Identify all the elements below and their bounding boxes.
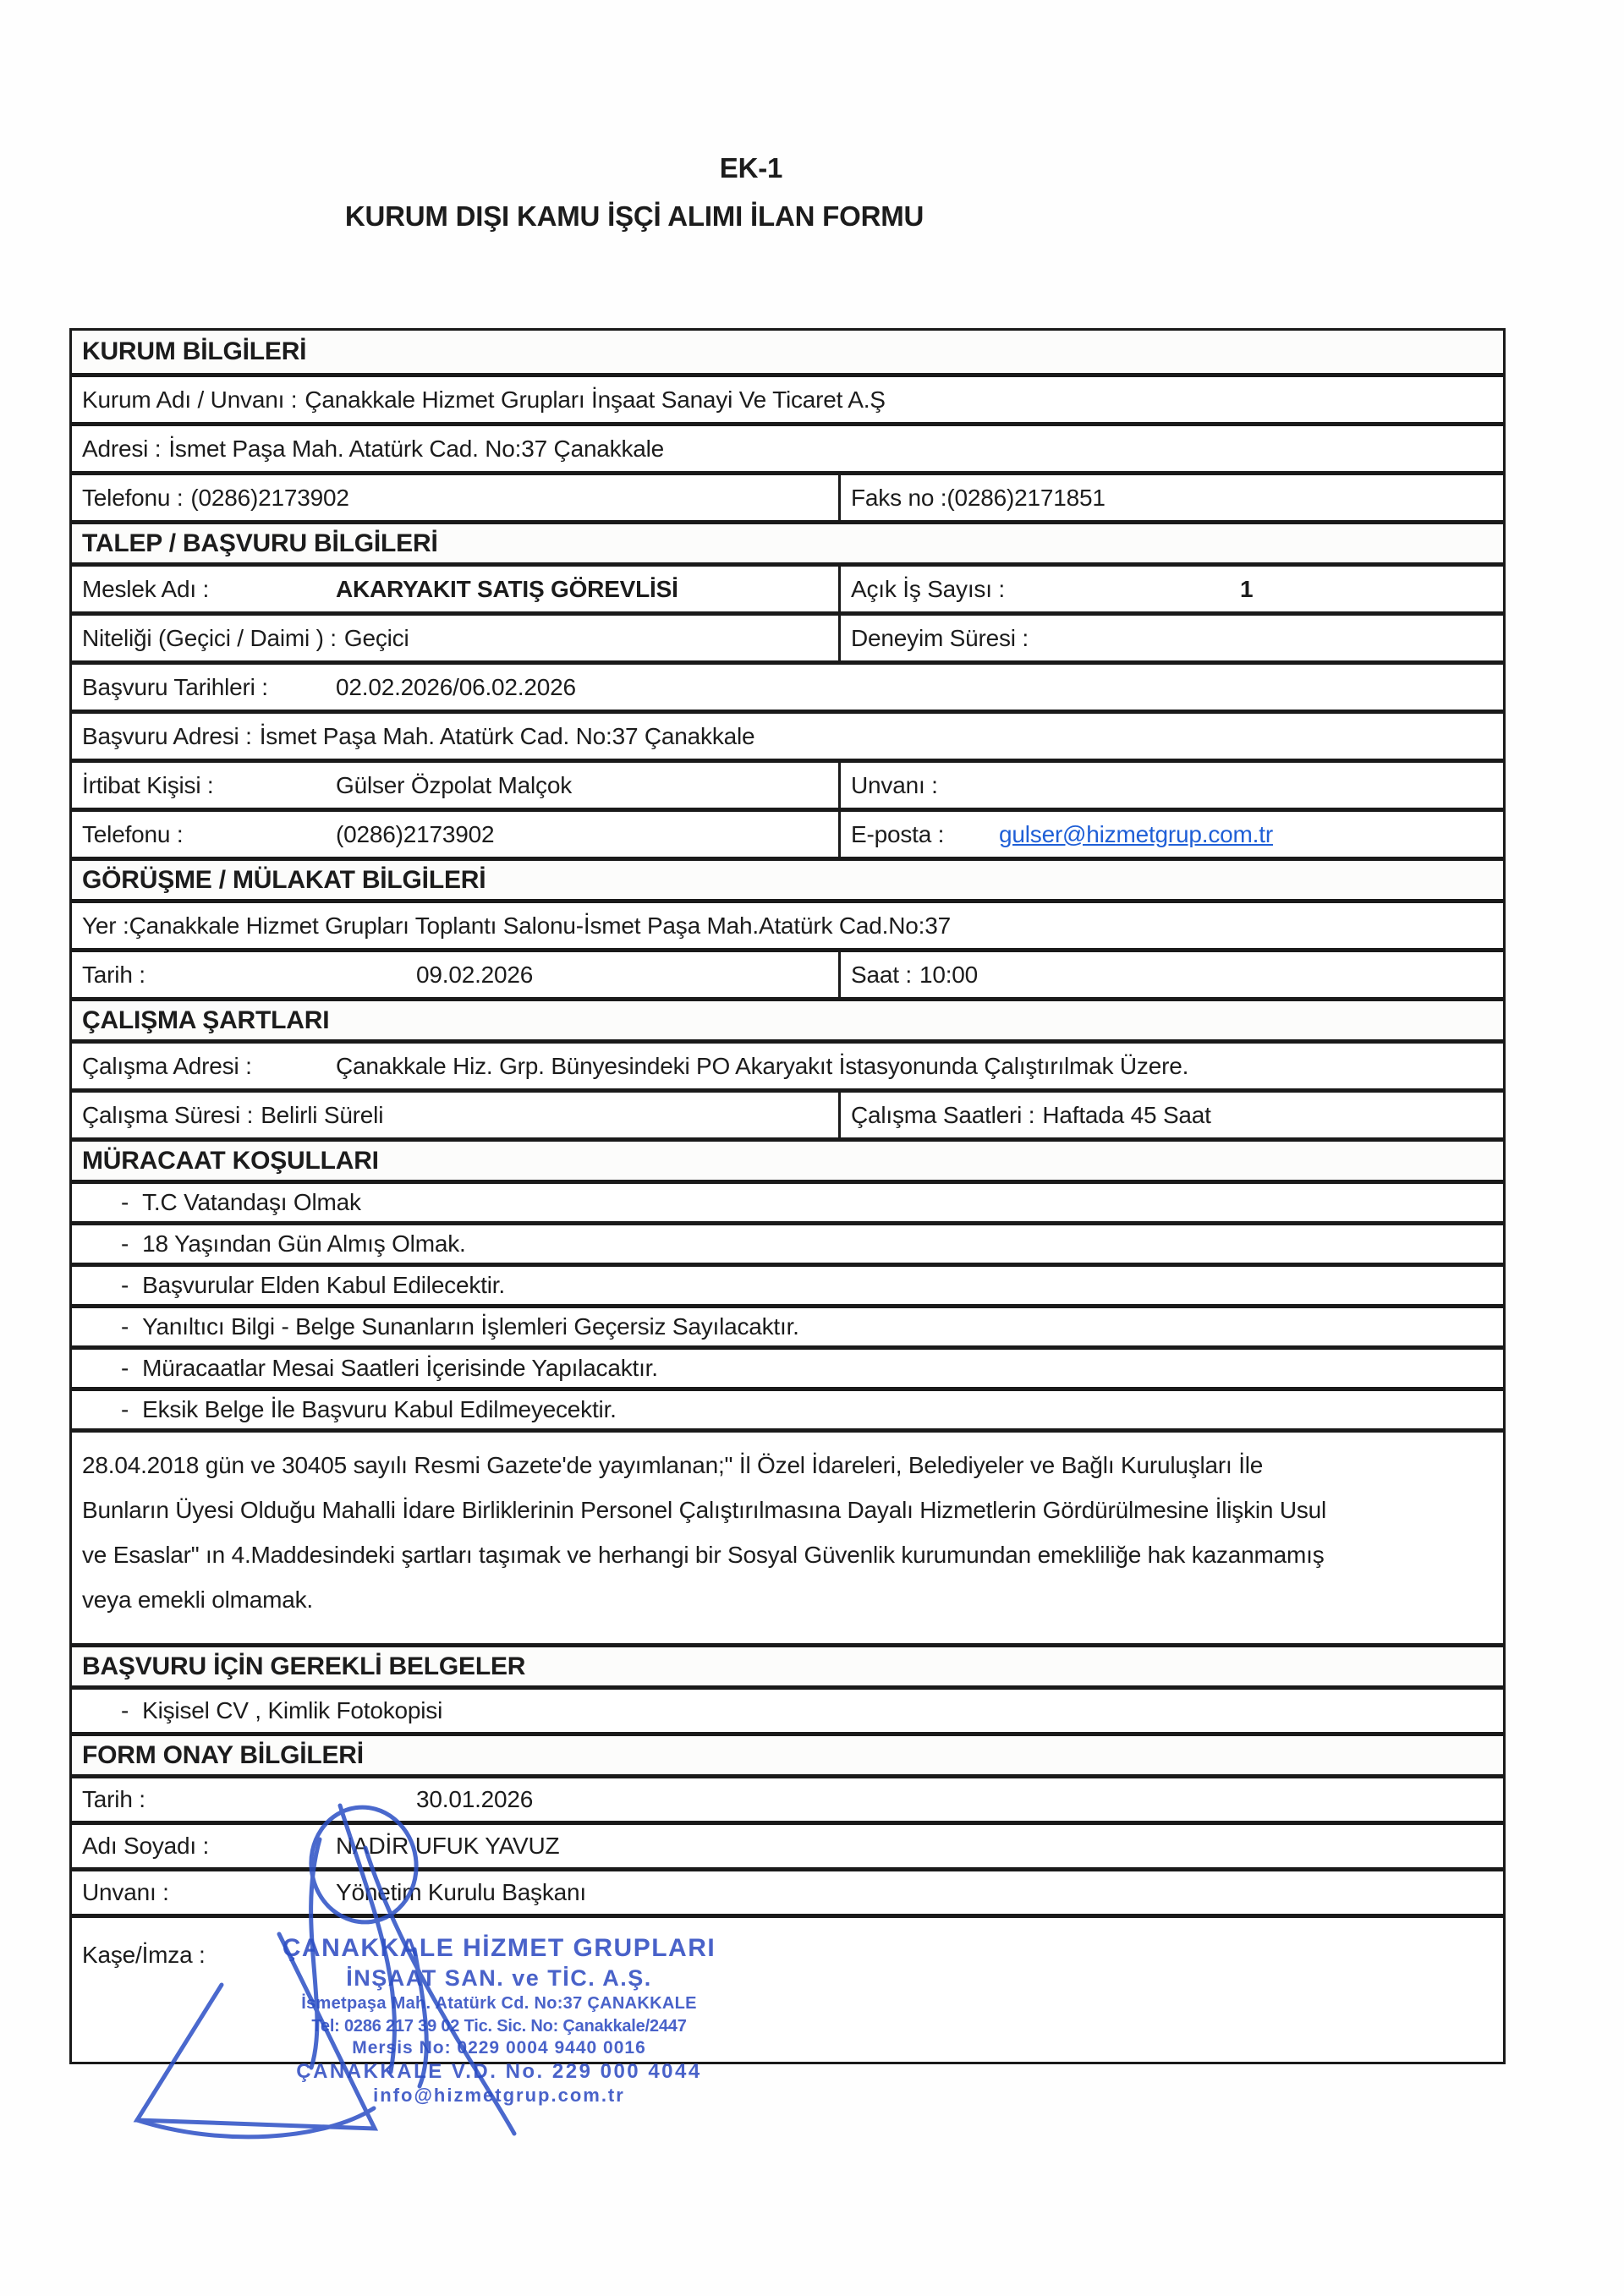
kurum-adi-label: Kurum Adı / Unvanı : xyxy=(82,386,298,413)
kurum-adi-value: Çanakkale Hizmet Grupları İnşaat Sanayi Ve Ticaret A.Ş xyxy=(304,386,886,413)
calisma-suresi-label: Çalışma Süresi : xyxy=(82,1101,254,1128)
dash-marker: - xyxy=(121,1697,129,1723)
acik-is-sayisi-label: Açık İş Sayısı : xyxy=(851,575,1005,602)
stamp-mersis-no: Mersis No: 0229 0004 9440 0016 xyxy=(352,2038,646,2058)
section-header-form-onay: FORM ONAY BİLGİLERİ xyxy=(72,1732,1503,1774)
adi-soyadi-label: Adı Soyadı : xyxy=(82,1833,210,1859)
stamp-company-name: ÇANAKKALE HİZMET GRUPLARI xyxy=(282,1934,716,1962)
telefonu-label: Telefonu : xyxy=(82,484,184,511)
irtibat-kisisi-label: İrtibat Kişisi : xyxy=(82,771,214,798)
row-niteligi-deneyim xyxy=(72,611,1503,660)
row-yer xyxy=(72,899,1503,948)
document-text: Kişisel CV , Kimlik Fotokopisi xyxy=(142,1697,443,1723)
basvuru-tarihleri-value: 02.02.2026/06.02.2026 xyxy=(336,673,576,700)
row-legal-paragraph xyxy=(72,1428,1503,1643)
yer-label: Yer : xyxy=(82,912,129,939)
condition-text: T.C Vatandaşı Olmak xyxy=(142,1189,361,1215)
condition-text: 18 Yaşından Gün Almış Olmak. xyxy=(142,1230,466,1257)
calisma-saatleri-label: Çalışma Saatleri : xyxy=(851,1101,1035,1128)
meslek-adi-label: Meslek Adı : xyxy=(82,575,210,602)
kase-imza-label: Kaşe/İmza : xyxy=(82,1942,206,1968)
basvuru-tarihleri-label: Başvuru Tarihleri : xyxy=(82,673,268,700)
row-basvuru-tarihleri xyxy=(72,660,1503,710)
row-kurum-adi xyxy=(72,373,1503,422)
legal-paragraph: 28.04.2018 gün ve 30405 sayılı Resmi Gazete'de yayımlanan;" İl Özel İdareleri, Belediyeler ve Bağlı Kuruluşları İle Bunların Üyesi Olduğu Mahalli İdare Birliklerinin Personel Çalıştırılmasına Dayalı Hizmetlerin Gördürülmesine İlişkin Usul ve Esaslar" ın 4.Maddesindeki şartları taşımak ve herhangi bir Sosyal Güvenlik kurumundan emekliliğe hak kazanmamış veya emekli olmamak. xyxy=(82,1452,1327,1613)
stamp-vergi-no: ÇANAKKALE V.D. No. 229 000 4044 xyxy=(296,2060,702,2083)
irtibat-kisisi-value: Gülser Özpolat Malçok xyxy=(336,771,573,798)
talep-telefonu-value: (0286)2173902 xyxy=(336,820,495,847)
page-title: KURUM DIŞI KAMU İŞÇİ ALIMI İLAN FORMU xyxy=(344,200,924,232)
condition-item xyxy=(72,1221,1503,1263)
section-header-talep-basvuru: TALEP / BAŞVURU BİLGİLERİ xyxy=(72,520,1503,562)
onay-tarih-label: Tarih : xyxy=(82,1786,145,1812)
adi-soyadi-value: NADİR UFUK YAVUZ xyxy=(336,1833,560,1859)
row-tarih-saat xyxy=(72,948,1503,997)
condition-text: Başvurular Elden Kabul Edilecektir. xyxy=(142,1272,505,1298)
row-telefonu-faks xyxy=(72,471,1503,520)
basvuru-adresi-label: Başvuru Adresi : xyxy=(82,722,252,749)
section-header-kurum-bilgileri: KURUM BİLGİLERİ xyxy=(72,331,1503,373)
telefonu-value: (0286)2173902 xyxy=(190,484,349,511)
talep-telefonu-label: Telefonu : xyxy=(82,820,184,847)
deneyim-suresi-label: Deneyim Süresi : xyxy=(851,624,1029,651)
row-adresi xyxy=(72,422,1503,471)
stamp-address: İsmetpaşa Mah. Atatürk Cd. No:37 ÇANAKKALE xyxy=(301,1994,697,2013)
eposta-label: E-posta : xyxy=(851,820,945,847)
section-header-gerekli-belgeler: BAŞVURU İÇİN GEREKLİ BELGELER xyxy=(72,1643,1503,1685)
saat-value: 10:00 xyxy=(919,961,979,988)
row-calisma-adresi xyxy=(72,1039,1503,1088)
unvani-label: Unvanı : xyxy=(851,771,938,798)
row-calisma-suresi-saatleri xyxy=(72,1088,1503,1137)
dash-marker: - xyxy=(121,1313,129,1340)
saat-label: Saat : xyxy=(851,961,912,988)
row-telefonu-eposta xyxy=(72,808,1503,857)
gorusme-tarih-label: Tarih : xyxy=(82,961,145,988)
email-link[interactable]: gulser@hizmetgrup.com.tr xyxy=(999,820,1273,847)
section-header-gorusme-mulakat: GÖRÜŞME / MÜLAKAT BİLGİLERİ xyxy=(72,857,1503,899)
adresi-value: İsmet Paşa Mah. Atatürk Cad. No:37 Çanakkale xyxy=(168,435,665,462)
signature-scribble xyxy=(118,1789,592,2152)
adresi-label: Adresi : xyxy=(82,435,162,462)
dash-marker: - xyxy=(121,1272,129,1298)
faks-value: (0286)2171851 xyxy=(946,484,1106,511)
condition-item xyxy=(72,1180,1503,1221)
yer-value: Çanakkale Hizmet Grupları Toplantı Salonu-İsmet Paşa Mah.Atatürk Cad.No:37 xyxy=(129,912,951,939)
stamp-email: info@hizmetgrup.com.tr xyxy=(373,2085,625,2106)
dash-marker: - xyxy=(121,1189,129,1215)
row-basvuru-adresi xyxy=(72,710,1503,759)
meslek-adi-value: AKARYAKIT SATIŞ GÖREVLİSİ xyxy=(336,575,678,602)
acik-is-sayisi-value: 1 xyxy=(1240,575,1254,602)
onay-tarih-value: 30.01.2026 xyxy=(416,1786,534,1812)
calisma-adresi-value: Çanakkale Hiz. Grp. Bünyesindeki PO Akaryakıt İstasyonunda Çalıştırılmak Üzere. xyxy=(336,1052,1189,1079)
condition-item xyxy=(72,1387,1503,1428)
calisma-suresi-value: Belirli Süreli xyxy=(261,1101,384,1128)
condition-text: Yanıltıcı Bilgi - Belge Sunanların İşlemleri Geçersiz Sayılacaktır. xyxy=(142,1313,799,1340)
faks-label: Faks no : xyxy=(851,484,947,511)
annex-label: EK-1 xyxy=(719,152,783,184)
dash-marker: - xyxy=(121,1355,129,1381)
stamp-company-type: İNŞAAT SAN. ve TİC. A.Ş. xyxy=(346,1965,652,1991)
onay-unvani-value: Yönetim Kurulu Başkanı xyxy=(336,1879,586,1905)
condition-text: Müracaatlar Mesai Saatleri İçerisinde Yapılacaktır. xyxy=(142,1355,658,1381)
condition-item xyxy=(72,1304,1503,1345)
row-irtibat-unvani xyxy=(72,759,1503,808)
section-header-muracaat-kosullari: MÜRACAAT KOŞULLARI xyxy=(72,1137,1503,1180)
condition-item xyxy=(72,1345,1503,1387)
calisma-saatleri-value: Haftada 45 Saat xyxy=(1042,1101,1211,1128)
row-meslek-acik-is xyxy=(72,562,1503,611)
document-item xyxy=(72,1685,1503,1732)
section-header-calisma-sartlari: ÇALIŞMA ŞARTLARI xyxy=(72,997,1503,1039)
basvuru-adresi-value: İsmet Paşa Mah. Atatürk Cad. No:37 Çanakkale xyxy=(259,722,755,749)
condition-text: Eksik Belge İle Başvuru Kabul Edilmeyecektir. xyxy=(142,1396,617,1422)
gorusme-tarih-value: 09.02.2026 xyxy=(416,961,534,988)
niteligi-value: Geçici xyxy=(343,624,409,651)
onay-unvani-label: Unvanı : xyxy=(82,1879,169,1905)
niteligi-label: Niteliği (Geçici / Daimi ) : xyxy=(82,624,337,651)
stamp-tel-ticsic: Tel: 0286 217 39 02 Tic. Sic. No: Çanakkale/2447 xyxy=(311,2017,687,2036)
dash-marker: - xyxy=(121,1396,129,1422)
condition-item xyxy=(72,1263,1503,1304)
calisma-adresi-label: Çalışma Adresi : xyxy=(82,1052,252,1079)
dash-marker: - xyxy=(121,1230,129,1257)
